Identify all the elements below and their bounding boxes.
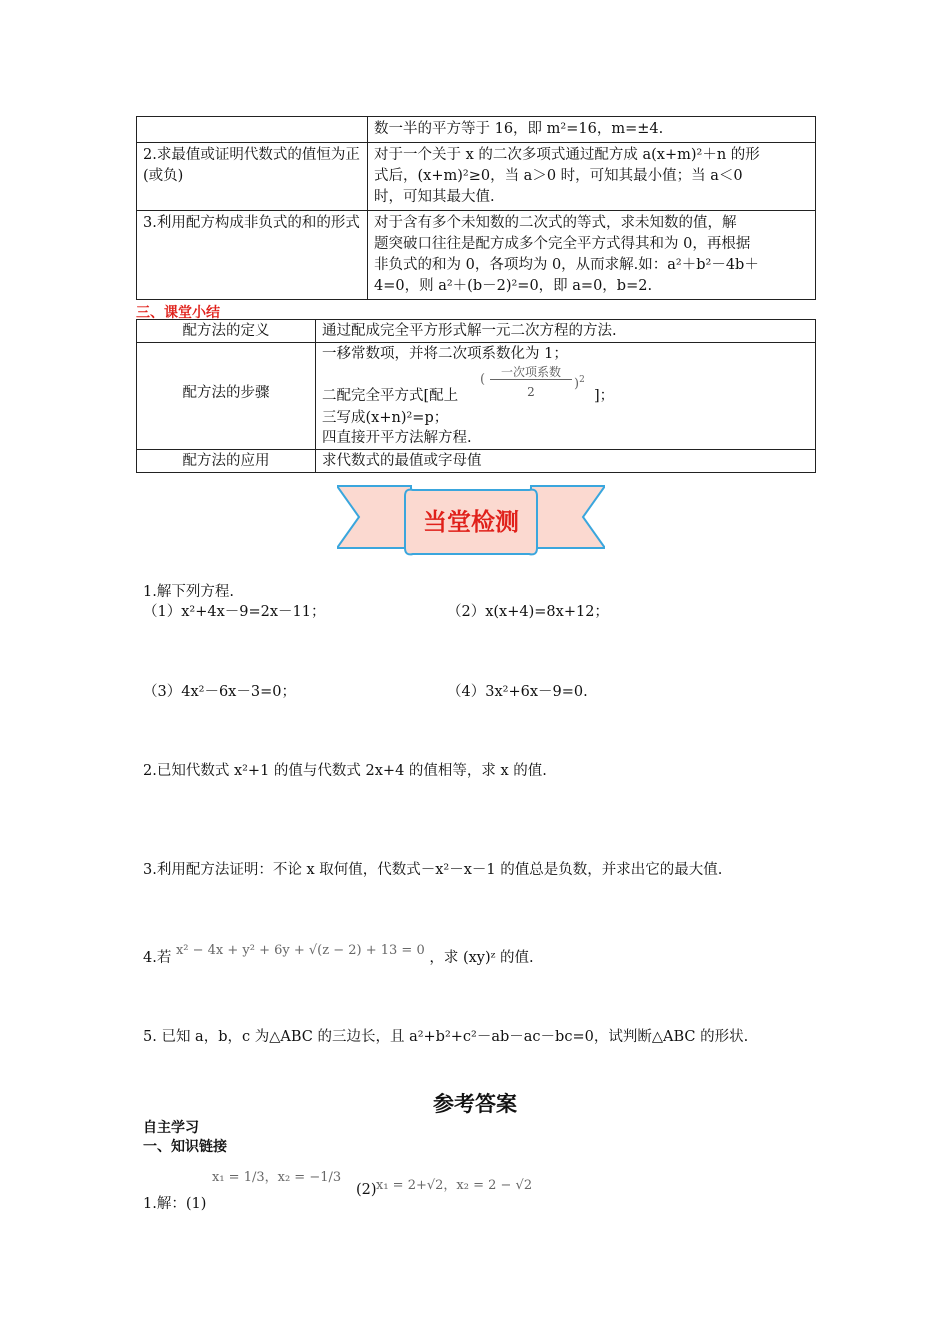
table-row <box>137 211 816 300</box>
table-row <box>137 117 816 143</box>
row1-left: 2.求最值或证明代数式的值恒为正(或负) <box>137 143 368 211</box>
q3: 3.利用配方法证明：不论 x 取何值，代数式－x²－x－1 的值总是负数，并求出它的最大值. <box>143 862 723 878</box>
row2-right: 对于含有多个未知数的二次式的等式，求未知数的值，解 题突破口往往是配方成多个完全平方式得其和为 0，再根据 非负式的和为 0，各项均为 0，从而求解.如：a²＋b²－4b＋ 4=0，则 a²＋(b－2)²=0，即 a=0，b=2. <box>368 211 816 300</box>
q1: 1.解下列方程. <box>143 584 234 600</box>
q4-formula: x² − 4x + y² + 6y + √(z − 2) + 13 = 0 <box>175 943 425 958</box>
row1-right: 对于一个关于 x 的二次多项式通过配方成 a(x+m)²＋n 的形 式后，(x+m)²≥0，当 a＞0 时，可知其最小值；当 a＜0 时，可知其最大值. <box>368 143 816 211</box>
q1-1: （1）x²+4x－9=2x－11； <box>143 604 326 620</box>
q1-3: （3）4x²－6x－3=0； <box>143 684 296 700</box>
steps-value: 一移常数项，并将二次项系数化为 1； 二配完全平方式[配上 ( 一次项系数 2 )$^2$ ]； 三写成(x+n)²=p； 四直接开平方法解方程. <box>316 343 816 450</box>
banner-left-ribbon <box>337 486 411 548</box>
ans1-prefix: 1.解：(1) <box>143 1196 207 1212</box>
summary-table <box>136 319 816 473</box>
q2: 2.已知代数式 x²+1 的值与代数式 2x+4 的值相等，求 x 的值. <box>143 763 547 779</box>
banner-right-ribbon <box>531 486 605 548</box>
table-row <box>137 450 816 473</box>
q1-2: （2）x(x+4)=8x+12； <box>447 604 609 620</box>
ans1-1: x₁ = 1/3，x₂ = −1/3 <box>212 1170 342 1185</box>
answers-section: 自主学习 <box>143 1120 199 1136</box>
answers-title: 参考答案 <box>433 1092 517 1116</box>
q5: 5. 已知 a，b，c 为△ABC 的三边长，且 a²+b²+c²－ab－ac－bc=0，试判断△ABC 的形状. <box>143 1029 749 1045</box>
ans1-2-label: (2) <box>356 1182 377 1198</box>
q1-4: （4）3x²+6x－9=0. <box>447 684 588 700</box>
q4: 4.若 x² − 4x + y² + 6y + √(z − 2) + 13 = 0 ，求 (xy)ᶻ 的值. <box>143 943 534 966</box>
table-row <box>137 320 816 343</box>
app-value: 求代数式的最值或字母值 <box>316 450 816 473</box>
def-label: 配方法的定义 <box>137 320 316 343</box>
row2-left: 3.利用配方构成非负式的和的形式 <box>137 211 368 300</box>
banner <box>337 482 605 560</box>
methods-table <box>136 116 816 300</box>
steps-label: 配方法的步骤 <box>137 343 316 450</box>
def-value: 通过配成完全平方形式解一元二次方程的方法. <box>316 320 816 343</box>
table-row <box>137 143 816 211</box>
row0-right: 数一半的平方等于 16，即 m²=16，m=±4. <box>368 117 816 143</box>
answers-subsection: 一、知识链接 <box>143 1139 227 1155</box>
table-row <box>137 343 816 450</box>
summary-heading: 三、课堂小结 <box>136 305 220 321</box>
banner-text: 当堂检测 <box>423 508 519 536</box>
ans1-2: x₁ = 2+√2，x₂ = 2 − √2 <box>376 1178 533 1193</box>
app-label: 配方法的应用 <box>137 450 316 473</box>
